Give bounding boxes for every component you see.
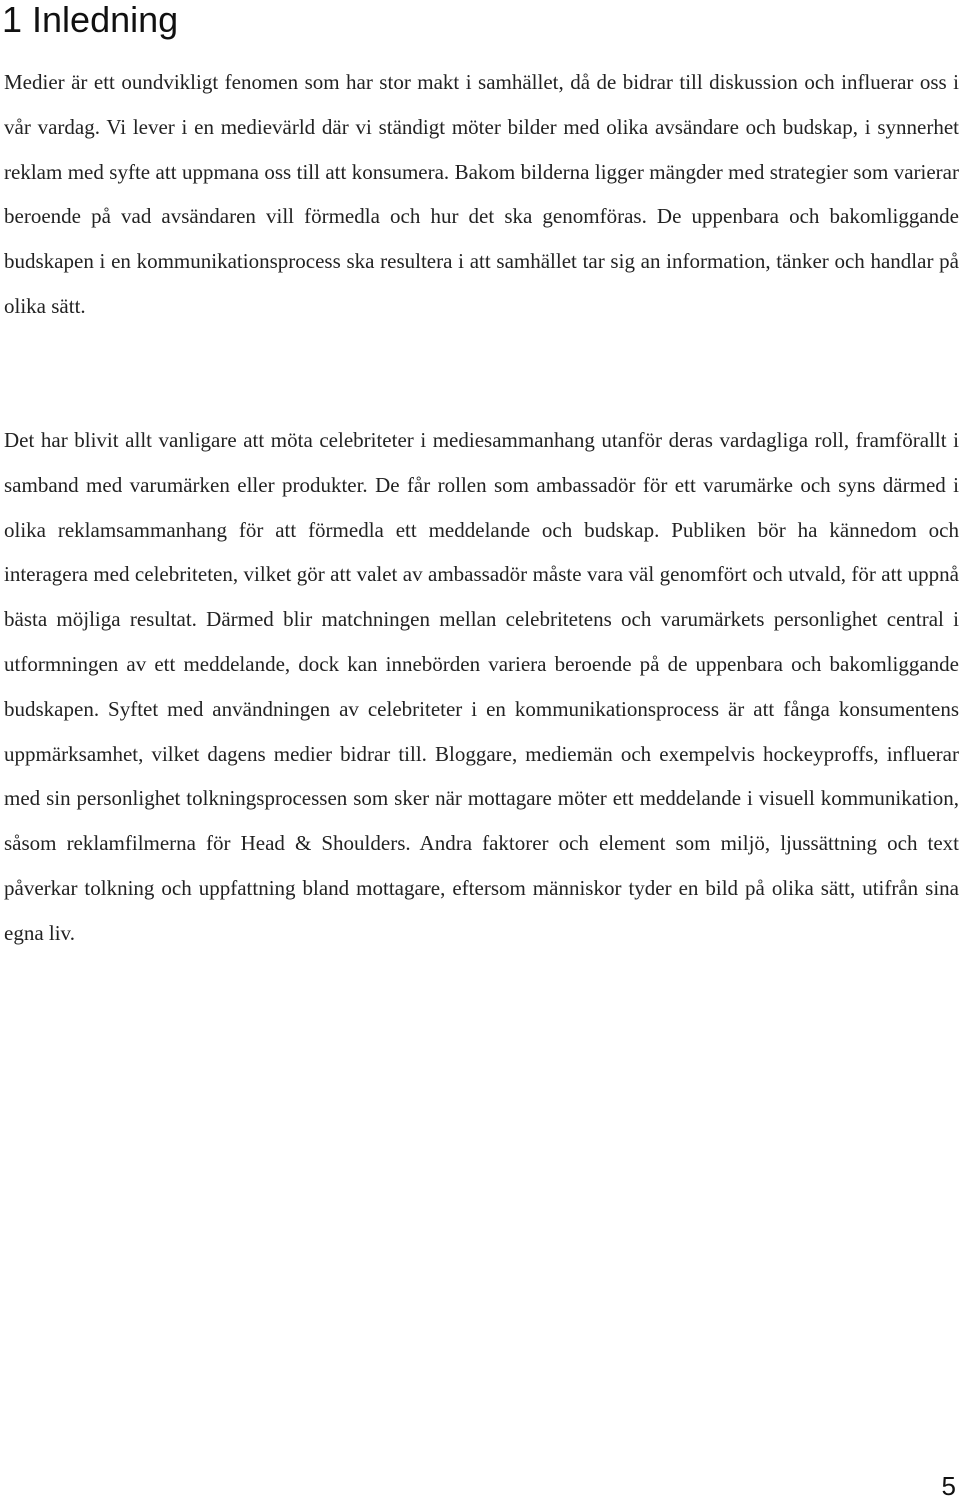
paragraph-celebrities: Det har blivit allt vanligare att möta celebriteter i mediesammanhang utanför deras vardagliga roll, framförallt i samband med varumärken eller produkter. De får rollen som ambassadör för ett varumärke och syns därmed i olika reklamsammanhang för att förmedla ett meddelande och budskap. Publiken bör ha kännedom och interagera med celebriteten, vilket gör att valet av ambassadör måste vara väl genomfört och utvald, för att uppnå bästa möjliga resultat. Därmed blir matchningen mellan celebritetens och varumärkets personlighet central i utformningen av ett meddelande, dock kan innebörden variera beroende på de uppenbara och bakomliggande budskapen. Syftet med användningen av celebriteter i en kommunikationsprocess är att fånga konsumentens uppmärksamhet, vilket dagens medier bidrar till. Bloggare, mediemän och exempelvis hockeyproffs, influerar med sin personlighet tolkningsprocessen som sker när mottagare möter ett meddelande i visuell kommunikation, såsom reklamfilmerna för Head & Shoulders. Andra faktorer och element som miljö, ljussättning och text påverkar tolkning och uppfattning bland mottagare, eftersom människor tyder en bild på olika sätt, utifrån sina egna liv. xyxy=(4,428,959,945)
section-heading: 1 Inledning xyxy=(2,0,179,40)
paragraph-intro: Medier är ett oundvikligt fenomen som har stor makt i samhället, då de bidrar till diskussion och influerar oss i vår vardag. Vi lever i en medievärld där vi ständigt möter bilder med olika avsändare och budskap, i synnerhet reklam med syfte att uppmana oss till att konsumera. Bakom bilderna ligger mängder med strategier som varierar beroende på vad avsändaren vill förmedla och hur det ska genomföras. De uppenbara och bakomliggande budskapen i en kommunikationsprocess ska resultera i att samhället tar sig an information, tänker och handlar på olika sätt. xyxy=(4,70,959,318)
page-number: 5 xyxy=(941,1471,956,1499)
